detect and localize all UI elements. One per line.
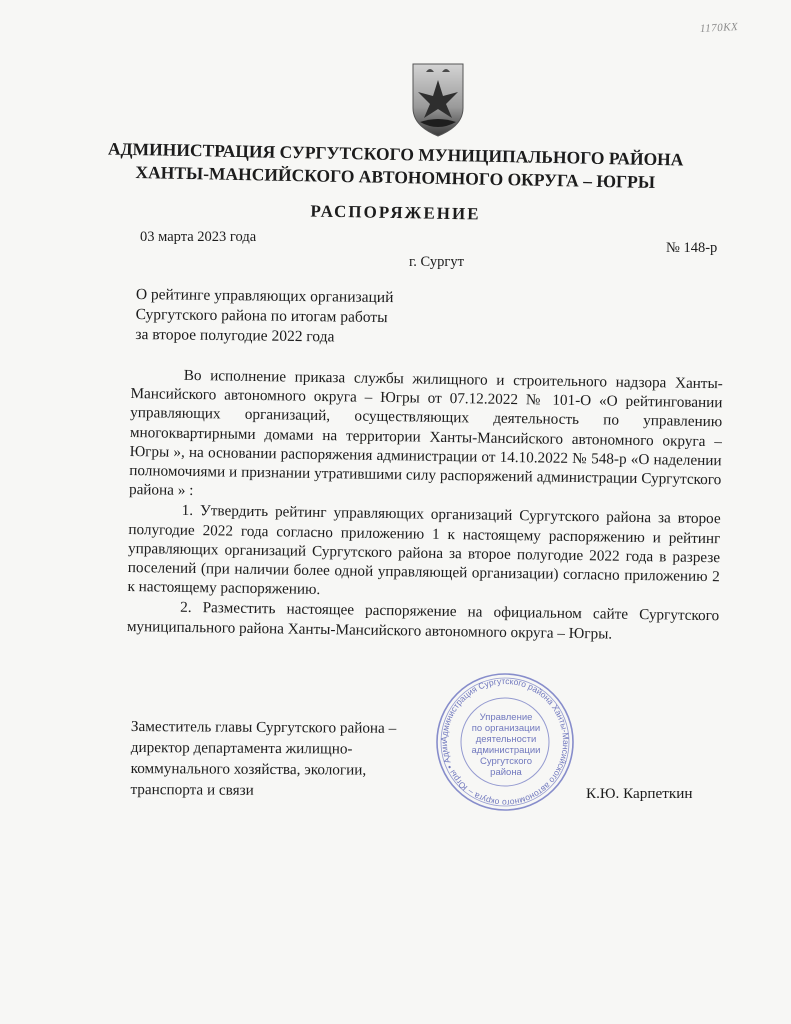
stamp-line-1: Управление [479, 712, 533, 723]
document-date: 03 марта 2023 года [140, 229, 257, 245]
subject-line-3: за второе полугодие 2022 года [135, 325, 335, 346]
signer-position-line-3: коммунального хозяйства, экологии, [130, 759, 367, 779]
stamp-line-6: района [490, 767, 522, 778]
stamp-line-3: деятельности [475, 734, 537, 745]
preamble-paragraph: Во исполнение приказа службы жилищного и строительного надзора Ханты-Мансийского автономного округа – Югры от 07.12.2022 № 101-О «О рейтинговании управляющих организаций, осуществляющих деятельность по управлению многоквартирными домами на территории Ханты-Мансийского автономного округа – Югры », на основании распоряжения администрации от 14.10.2022 № 548-р «О наделении полномочиями и признании утратившими силу распоряжений администрации Сургутского района » : [128, 366, 723, 500]
organization-title [0, 135, 791, 196]
signer-position-line-1: Заместитель главы Сургутского района – [130, 717, 397, 737]
stamp-line-4: администрации [471, 745, 541, 756]
stamp-inner-text [467, 712, 545, 778]
item-2-paragraph: 2. Разместить настоящее распоряжение на официальном сайте Сургутского муниципального района Ханты-Мансийского автономного округа – Югры. [126, 599, 720, 643]
document-type-title: РАСПОРЯЖЕНИЕ [310, 201, 481, 224]
signer-position-line-2: директор департамента жилищно- [130, 738, 353, 758]
stamp-line-2: по организации [471, 723, 541, 734]
svg-text:Администрация Сургутского райо: Администрация Сургутского района Ханты-Мансийского автономного округа – Югры • Адми [438, 675, 572, 809]
signer-position-line-4: транспорта и связи [130, 780, 254, 799]
org-title-line-2: ХАНТЫ-МАНСИЙСКОГО АВТОНОМНОГО ОКРУГА – ЮГРЫ [135, 162, 656, 192]
official-stamp [425, 672, 585, 812]
subject-line-2: Сургутского района по итогам работы [135, 305, 388, 327]
item-1-paragraph: 1. Утвердить рейтинг управляющих организаций Сургутского района за второе полугодие 2022 года согласно приложению 1 к настоящему распоряжению и рейтинг управляющих организаций Сургутского района за второе полугодие 2022 года в разрезе поселений (при наличии более одной управляющей организации) согласно приложению 2 к настоящему распоряжению. [127, 502, 721, 599]
document-number: № 148-р [666, 240, 718, 256]
document-body [127, 365, 723, 645]
subject-line-1: О рейтинге управляющих организаций [135, 285, 394, 307]
signer-position [130, 716, 396, 802]
corner-handwritten-note: 1170КХ [699, 21, 739, 35]
document-city: г. Сургут [409, 254, 464, 270]
document-subject [135, 285, 393, 348]
stamp-line-5: Сургутского [479, 756, 533, 767]
coat-of-arms-icon [410, 62, 466, 138]
signer-name: К.Ю. Карпеткин [586, 785, 693, 802]
org-title-line-1: АДМИНИСТРАЦИЯ СУРГУТСКОГО МУНИЦИПАЛЬНОГО РАЙОНА [107, 138, 684, 170]
